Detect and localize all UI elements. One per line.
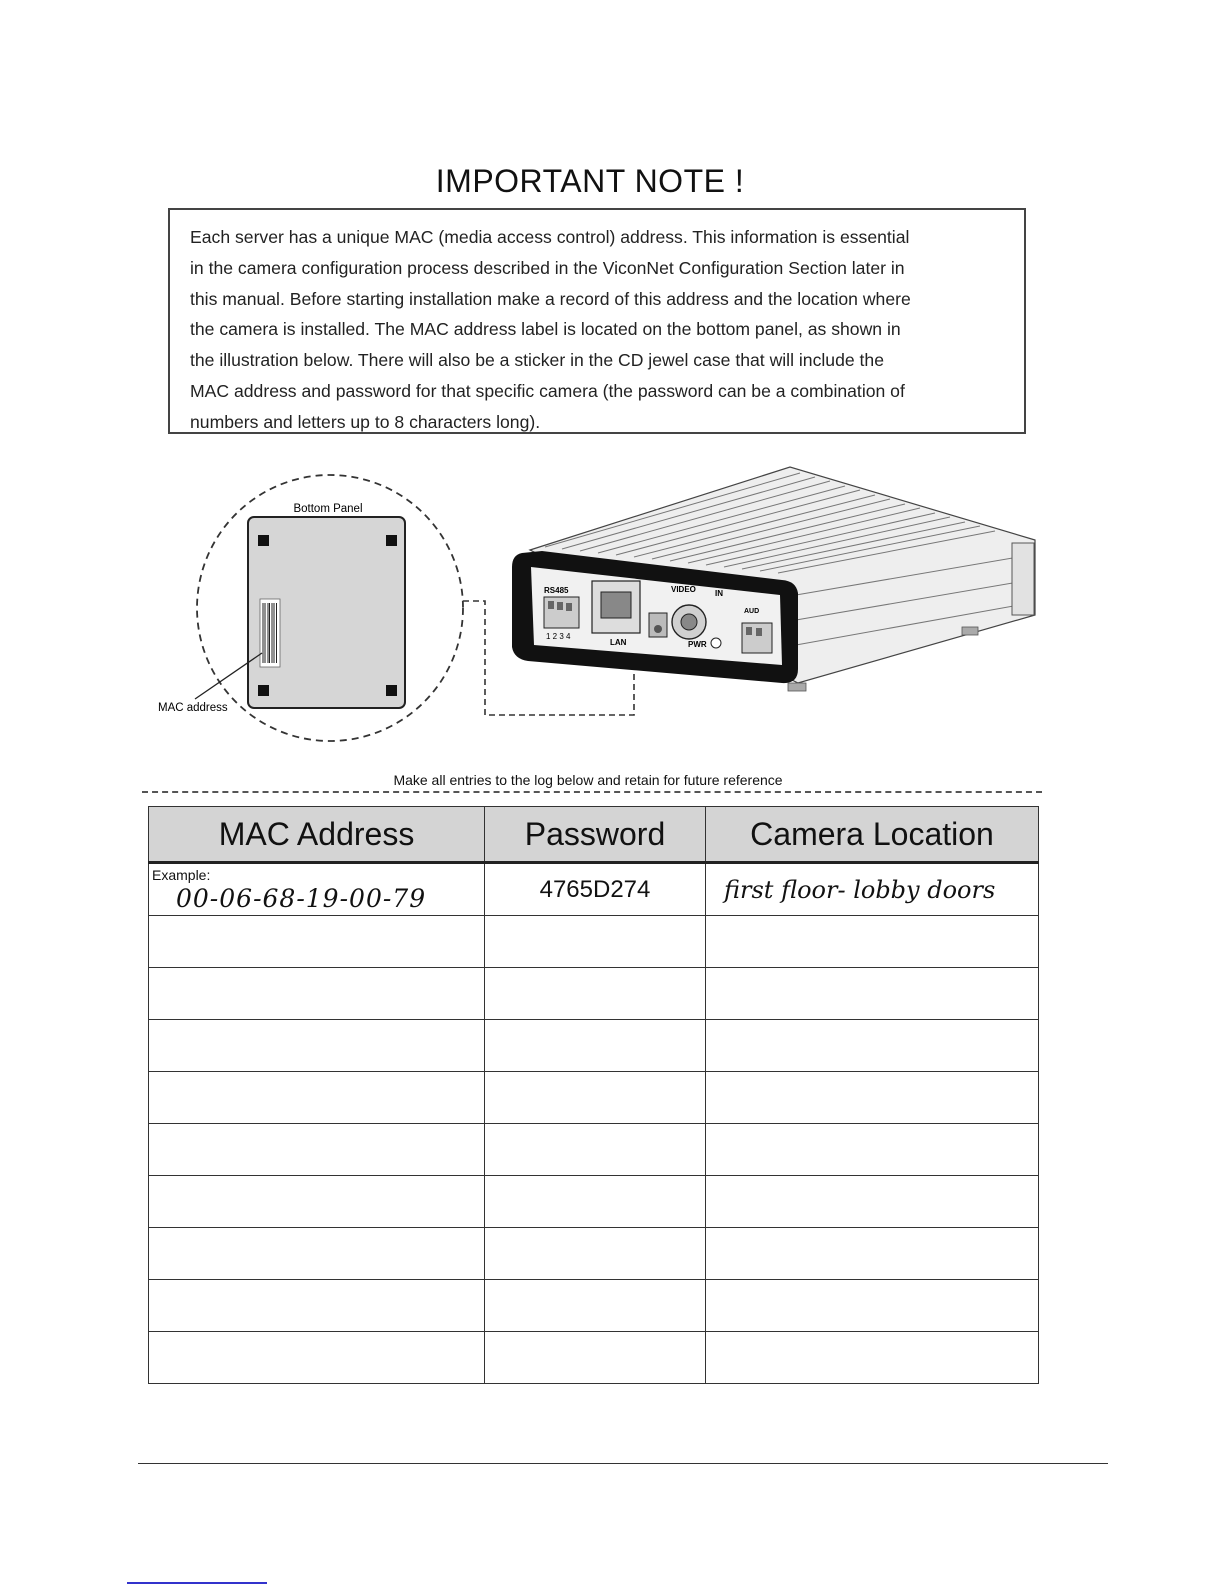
device-illustration bbox=[150, 455, 1050, 755]
header-mac-address: MAC Address bbox=[149, 807, 485, 863]
audio-port-label: AUD bbox=[744, 608, 760, 615]
password-entry-cell[interactable] bbox=[485, 916, 706, 968]
example-password-cell: 4765D274 bbox=[485, 863, 706, 916]
bottom-panel-label: Bottom Panel bbox=[293, 503, 363, 515]
dashed-separator bbox=[142, 791, 1042, 793]
password-entry-cell[interactable] bbox=[485, 1332, 706, 1384]
mac-entry-cell[interactable] bbox=[149, 968, 485, 1020]
header-camera-location: Camera Location bbox=[706, 807, 1039, 863]
footer-rule bbox=[138, 1463, 1108, 1464]
mac-entry-cell[interactable] bbox=[149, 1020, 485, 1072]
example-row bbox=[149, 863, 1039, 916]
note-line: the illustration below. There will also be a sticker in the CD jewel case that will include the bbox=[190, 350, 884, 371]
location-entry-cell[interactable] bbox=[706, 916, 1039, 968]
log-instruction: Make all entries to the log below and retain for future reference bbox=[393, 772, 783, 788]
mac-entry-cell[interactable] bbox=[149, 1176, 485, 1228]
location-entry-cell[interactable] bbox=[706, 1332, 1039, 1384]
table-row bbox=[149, 1020, 1039, 1072]
header-password: Password bbox=[485, 807, 706, 863]
note-line: numbers and letters up to 8 characters long). bbox=[190, 411, 541, 432]
panel-foot bbox=[386, 535, 397, 546]
mac-address-label: MAC address bbox=[158, 702, 228, 714]
note-line: the camera is installed. The MAC address label is located on the bottom panel, as shown in bbox=[190, 319, 901, 340]
barcode-icon bbox=[260, 599, 280, 667]
table-row bbox=[149, 1176, 1039, 1228]
location-entry-cell[interactable] bbox=[706, 1176, 1039, 1228]
page-title: IMPORTANT NOTE ! bbox=[435, 163, 745, 199]
password-entry-cell[interactable] bbox=[485, 1228, 706, 1280]
example-mac-value: 00-06-68-19-00-79 bbox=[176, 884, 427, 913]
important-note-box bbox=[168, 208, 1026, 434]
table-row bbox=[149, 1072, 1039, 1124]
table-row bbox=[149, 1124, 1039, 1176]
example-label: Example: bbox=[152, 867, 211, 883]
table-row bbox=[149, 1280, 1039, 1332]
note-line: in the camera configuration process described in the ViconNet Configuration Section later in bbox=[190, 257, 905, 278]
example-mac-cell bbox=[149, 863, 485, 916]
location-entry-cell[interactable] bbox=[706, 1020, 1039, 1072]
table-row bbox=[149, 968, 1039, 1020]
lan-port-label: LAN bbox=[610, 638, 627, 647]
location-entry-cell[interactable] bbox=[706, 1072, 1039, 1124]
table-header-row bbox=[149, 807, 1039, 863]
password-entry-cell[interactable] bbox=[485, 1072, 706, 1124]
mac-entry-cell[interactable] bbox=[149, 1072, 485, 1124]
panel-foot bbox=[258, 685, 269, 696]
video-server-icon bbox=[512, 467, 1035, 691]
location-entry-cell[interactable] bbox=[706, 1280, 1039, 1332]
mac-entry-cell[interactable] bbox=[149, 916, 485, 968]
pwr-label: PWR bbox=[688, 640, 707, 649]
password-entry-cell[interactable] bbox=[485, 1176, 706, 1228]
password-entry-cell[interactable] bbox=[485, 1124, 706, 1176]
location-entry-cell[interactable] bbox=[706, 1228, 1039, 1280]
table-row bbox=[149, 1332, 1039, 1384]
mac-entry-cell[interactable] bbox=[149, 1228, 485, 1280]
password-entry-cell[interactable] bbox=[485, 968, 706, 1020]
mac-entry-cell[interactable] bbox=[149, 1280, 485, 1332]
table-row bbox=[149, 1228, 1039, 1280]
mac-entry-cell[interactable] bbox=[149, 1332, 485, 1384]
panel-foot bbox=[386, 685, 397, 696]
rs485-pin-label: 1 2 3 4 bbox=[546, 632, 571, 641]
table-row bbox=[149, 916, 1039, 968]
location-entry-cell[interactable] bbox=[706, 1124, 1039, 1176]
video-in-label: IN bbox=[715, 589, 723, 598]
note-line: this manual. Before starting installation make a record of this address and the location where bbox=[190, 288, 911, 309]
mac-entry-cell[interactable] bbox=[149, 1124, 485, 1176]
note-line: Each server has a unique MAC (media access control) address. This information is essential bbox=[190, 227, 910, 247]
footer-link-underline bbox=[127, 1582, 267, 1584]
video-port-label: VIDEO bbox=[671, 585, 696, 594]
location-entry-cell[interactable] bbox=[706, 968, 1039, 1020]
password-entry-cell[interactable] bbox=[485, 1020, 706, 1072]
panel-foot bbox=[258, 535, 269, 546]
mac-log-table bbox=[148, 806, 1039, 1384]
rs485-port-label: RS485 bbox=[544, 586, 569, 595]
example-location-cell: first floor- lobby doors bbox=[706, 863, 1039, 916]
password-entry-cell[interactable] bbox=[485, 1280, 706, 1332]
note-line: MAC address and password for that specific camera (the password can be a combination of bbox=[190, 380, 905, 401]
